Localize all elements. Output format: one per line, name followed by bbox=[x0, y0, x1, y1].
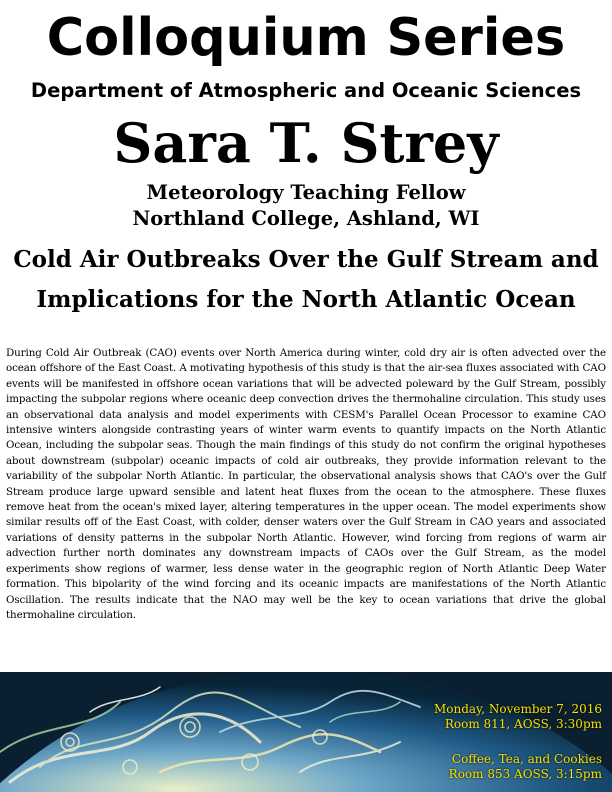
refreshment-details bbox=[342, 752, 602, 782]
abstract-text: During Cold Air Outbreak (CAO) events over North America during winter, cold dry air is often advected over the ocean offshore of the East Coast. A motivating hypothesis of this study is that the air-sea fluxes associated with CAO events will be manifested in offshore ocean variations that will be advected poleward by the Gulf Stream, possibly impacting the subpolar regions where oceanic deep convection drives the thermohaline circulation. This study uses an observational data analysis and model experiments with CESM's Parallel Ocean Processor to examine CAO intensive winters alongside contrasting years of winter warm events to quantify impacts on the North Atlantic Ocean, including the subpolar seas. Though the main findings of this study do not confirm the original hypotheses about downstream (subpolar) oceanic impacts of cold air outbreaks, they provide information relevant to the variability of the subpolar North Atlantic. In particular, the observational analysis shows that CAO's over the Gulf Stream produce large upward sensible and latent heat fluxes from the ocean to the atmosphere. These fluxes remove heat from the ocean's mixed layer, altering temperatures in the upper ocean. The model experiments show similar results off of the East Coast, with colder, denser waters over the Gulf Stream in CAO years and associated variations of density patterns in the subpolar North Atlantic. However, wind forcing from regions of warm air advection further north dominates any downstream impacts of CAOs over the Gulf Stream, as the model experiments show regions of warmer, less dense water in the geographic region of North Atlantic Deep Water formation. This bipolarity of the wind forcing and its oceanic impacts are manifestations of the North Atlantic Oscillation. The results indicate that the NAO may well be the key to ocean variations that drive the global thermohaline circulation. bbox=[6, 347, 606, 621]
talk-title-line-1: Cold Air Outbreaks Over the Gulf Stream and bbox=[13, 246, 599, 273]
speaker-institution: Northland College, Ashland, WI bbox=[132, 207, 480, 230]
talk-title-line-2: Implications for the North Atlantic Ocean bbox=[36, 286, 576, 313]
refreshments-label: Coffee, Tea, and Cookies bbox=[451, 752, 602, 766]
event-details bbox=[342, 702, 602, 732]
department-name: Department of Atmospheric and Oceanic Sciences bbox=[30, 79, 582, 102]
series-title: Colloquium Series bbox=[46, 8, 566, 68]
refreshments-room: Room 853 AOSS, 3:15pm bbox=[448, 767, 602, 781]
speaker-name: Sara T. Strey bbox=[113, 111, 499, 175]
event-room: Room 811, AOSS, 3:30pm bbox=[444, 717, 602, 731]
speaker-position: Meteorology Teaching Fellow bbox=[146, 181, 466, 204]
event-date: Monday, November 7, 2016 bbox=[433, 702, 602, 716]
talk-title bbox=[0, 240, 612, 320]
